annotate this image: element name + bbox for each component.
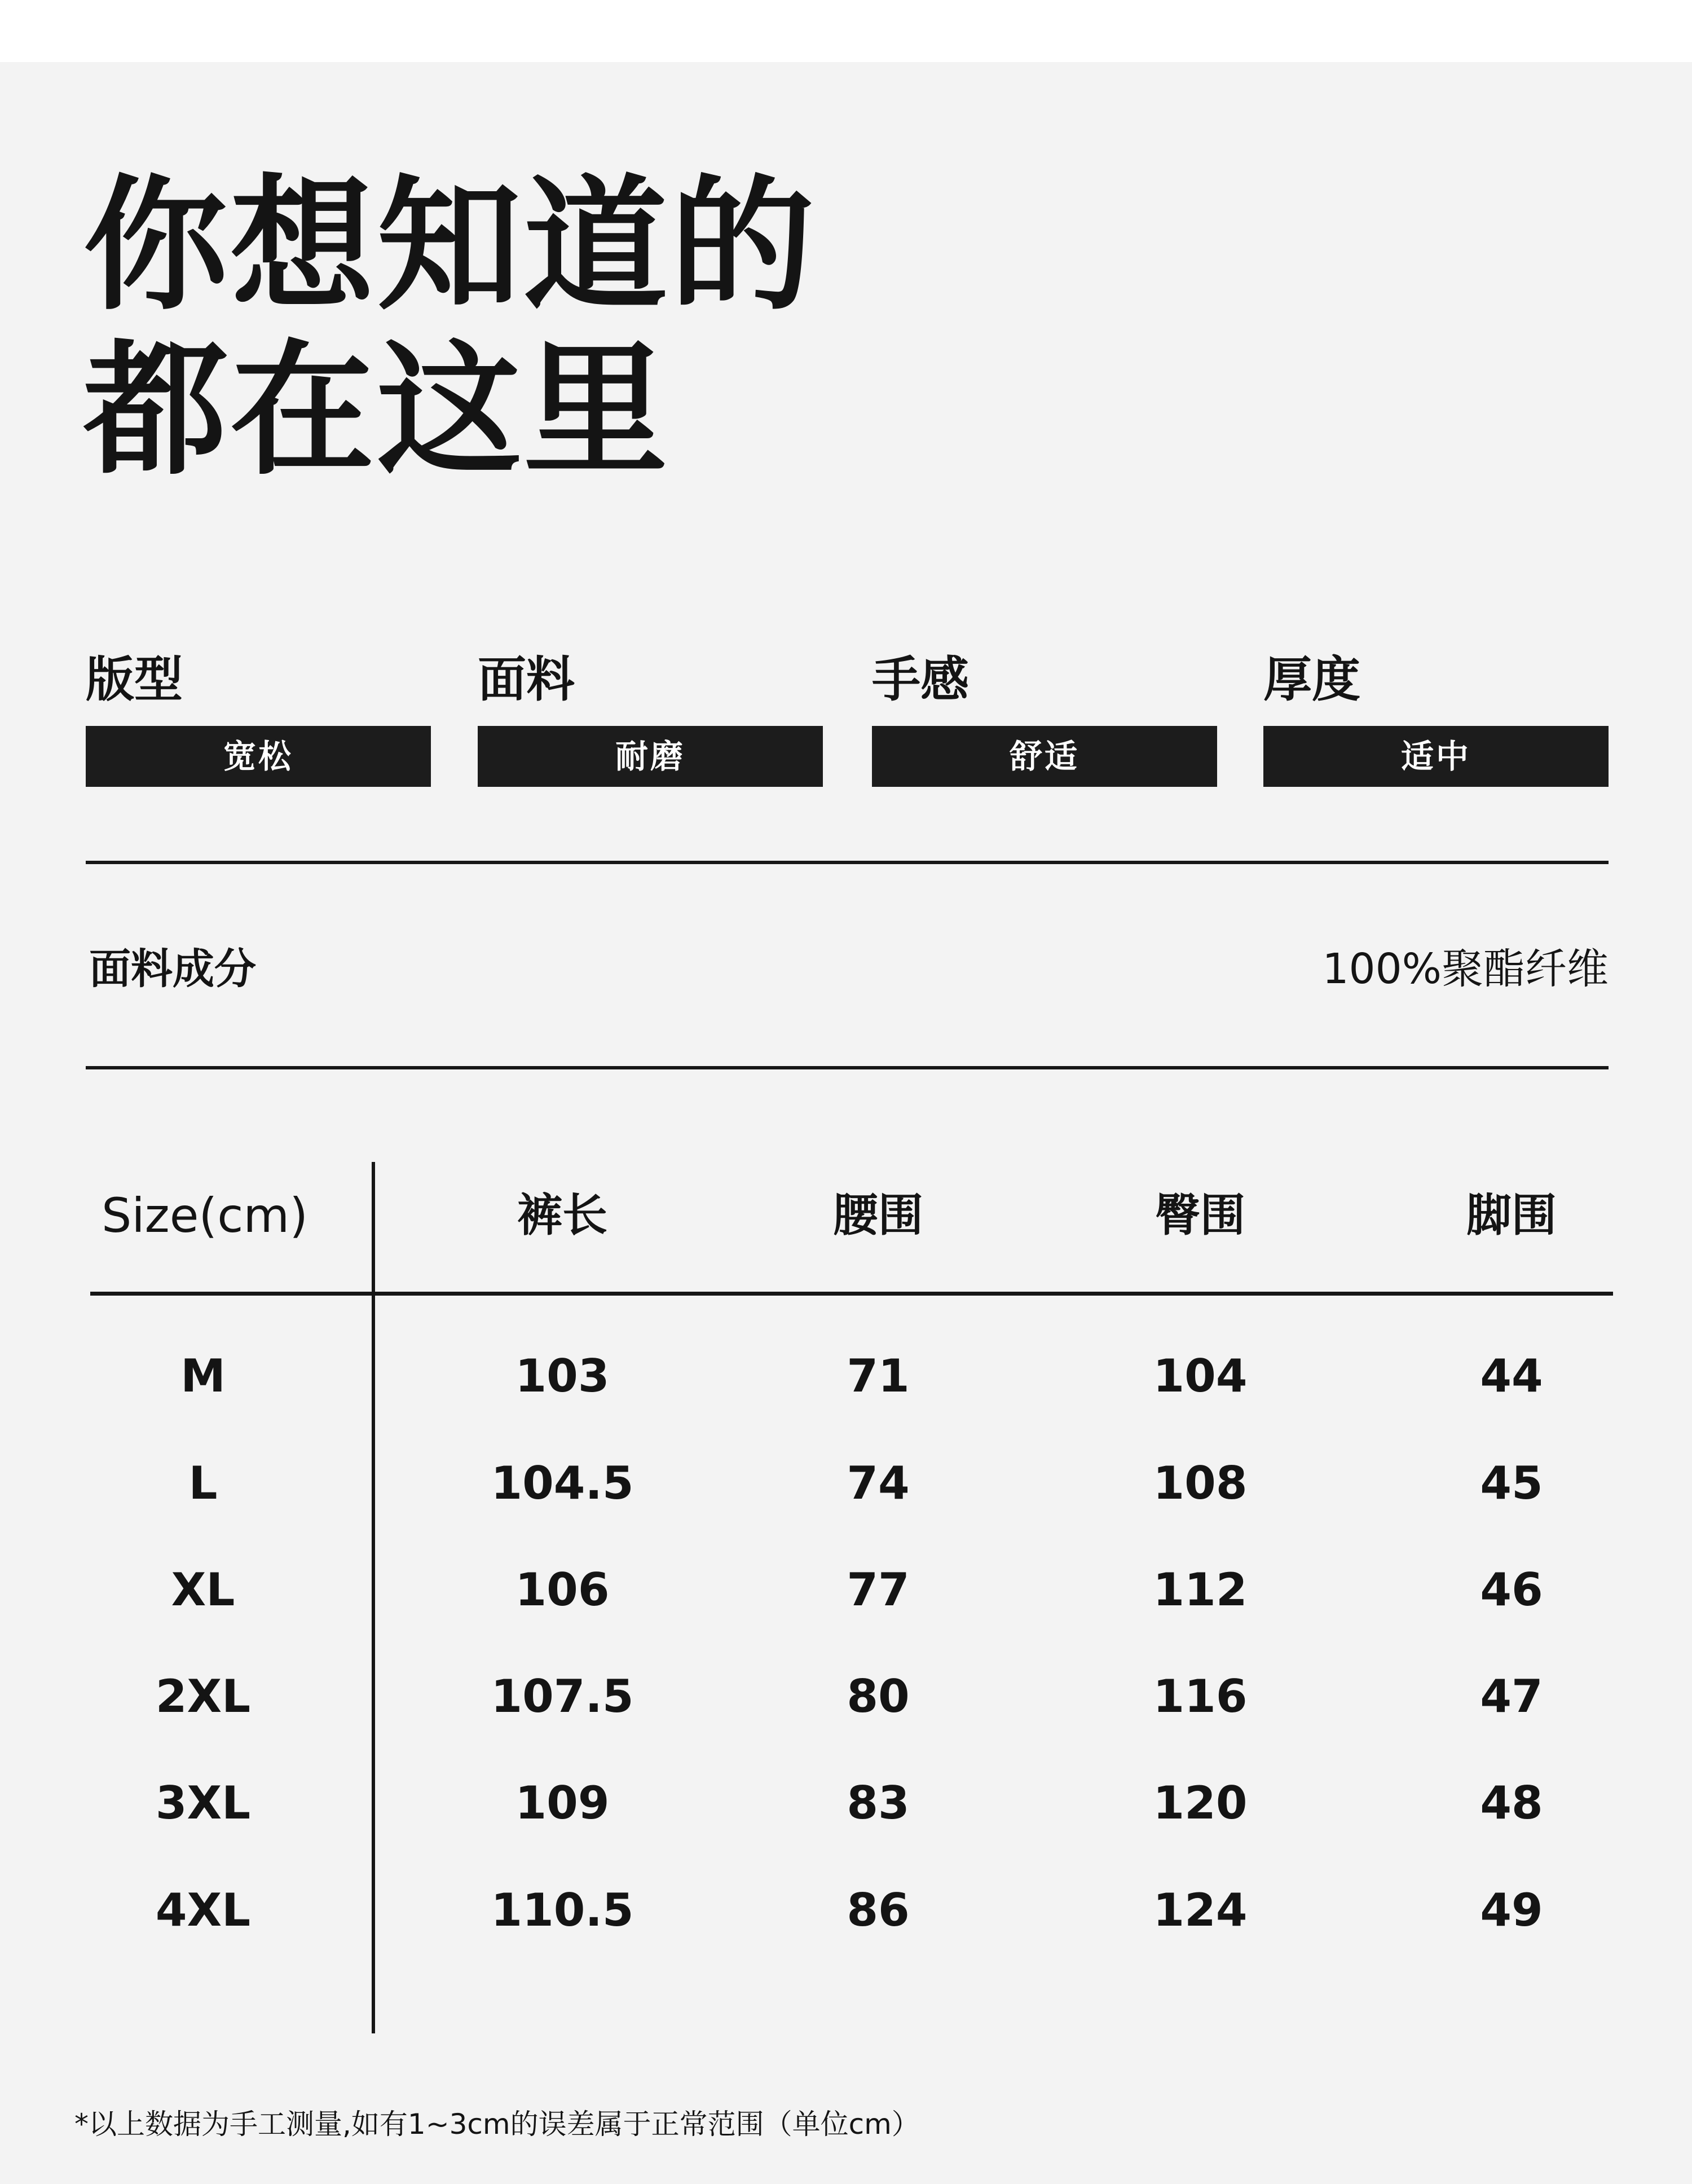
headline-line-1: 你想知道的 (83, 162, 817, 330)
hip-cell: 112 (1153, 1564, 1248, 1616)
attribute-fit (86, 649, 431, 787)
hip-cell: 104 (1153, 1350, 1248, 1402)
size-cell: M (180, 1350, 226, 1402)
attribute-value-badge: 宽松 (86, 726, 431, 787)
waist-cell: 74 (847, 1457, 910, 1509)
length-cell: 109 (515, 1777, 610, 1829)
size-cell: 4XL (155, 1884, 251, 1936)
table-header-rule (90, 1292, 1613, 1296)
table-row (0, 1764, 1692, 1843)
attribute-value-badge: 舒适 (872, 726, 1217, 787)
table-row (0, 1337, 1692, 1416)
attribute-label: 面料 (478, 651, 575, 708)
hip-cell: 108 (1153, 1457, 1248, 1509)
hem-cell: 48 (1480, 1777, 1543, 1829)
attribute-label: 手感 (872, 651, 969, 708)
length-cell: 106 (515, 1564, 610, 1616)
attribute-value-badge: 适中 (1263, 726, 1609, 787)
page-headline (83, 164, 817, 493)
attribute-thickness (1263, 649, 1609, 787)
length-cell: 110.5 (491, 1884, 634, 1936)
size-cell: 3XL (155, 1777, 251, 1829)
header-hip: 臀围 (1155, 1189, 1245, 1241)
table-row (0, 1551, 1692, 1630)
attribute-value-badge: 耐磨 (478, 726, 823, 787)
size-cell: L (188, 1457, 218, 1509)
hip-cell: 124 (1153, 1884, 1248, 1936)
length-cell: 107.5 (491, 1670, 634, 1723)
size-cell: XL (171, 1564, 235, 1616)
header-size: Size(cm) (102, 1188, 308, 1243)
headline-line-2: 都在这里 (83, 327, 671, 495)
hem-cell: 49 (1480, 1884, 1543, 1936)
top-white-strip (0, 0, 1692, 62)
table-row (0, 1657, 1692, 1736)
size-cell: 2XL (155, 1670, 251, 1723)
attribute-feel (872, 649, 1217, 787)
hem-cell: 44 (1480, 1350, 1543, 1402)
attribute-material (478, 649, 823, 787)
waist-cell: 71 (847, 1350, 910, 1402)
waist-cell: 80 (847, 1670, 910, 1723)
waist-cell: 86 (847, 1884, 910, 1936)
header-waist: 腰围 (833, 1189, 923, 1241)
waist-cell: 77 (847, 1564, 910, 1616)
table-row (0, 1444, 1692, 1523)
divider-top (86, 861, 1609, 864)
table-row (0, 1871, 1692, 1950)
length-cell: 103 (515, 1350, 610, 1402)
hem-cell: 46 (1480, 1564, 1543, 1616)
divider-bottom (86, 1066, 1609, 1069)
length-cell: 104.5 (491, 1457, 634, 1509)
header-length: 裤长 (517, 1189, 607, 1241)
header-hem: 脚围 (1466, 1189, 1557, 1241)
waist-cell: 83 (847, 1777, 910, 1829)
hem-cell: 45 (1480, 1457, 1543, 1509)
fabric-composition-label: 面料成分 (89, 945, 256, 993)
fabric-composition-value: 100%聚酯纤维 (1322, 945, 1609, 993)
measurement-footnote: *以上数据为手工测量,如有1~3cm的误差属于正常范围（单位cm） (74, 2108, 920, 2141)
attribute-label: 版型 (86, 651, 183, 708)
hip-cell: 120 (1153, 1777, 1248, 1829)
hip-cell: 116 (1153, 1670, 1248, 1723)
hem-cell: 47 (1480, 1670, 1543, 1723)
attribute-label: 厚度 (1263, 651, 1360, 708)
